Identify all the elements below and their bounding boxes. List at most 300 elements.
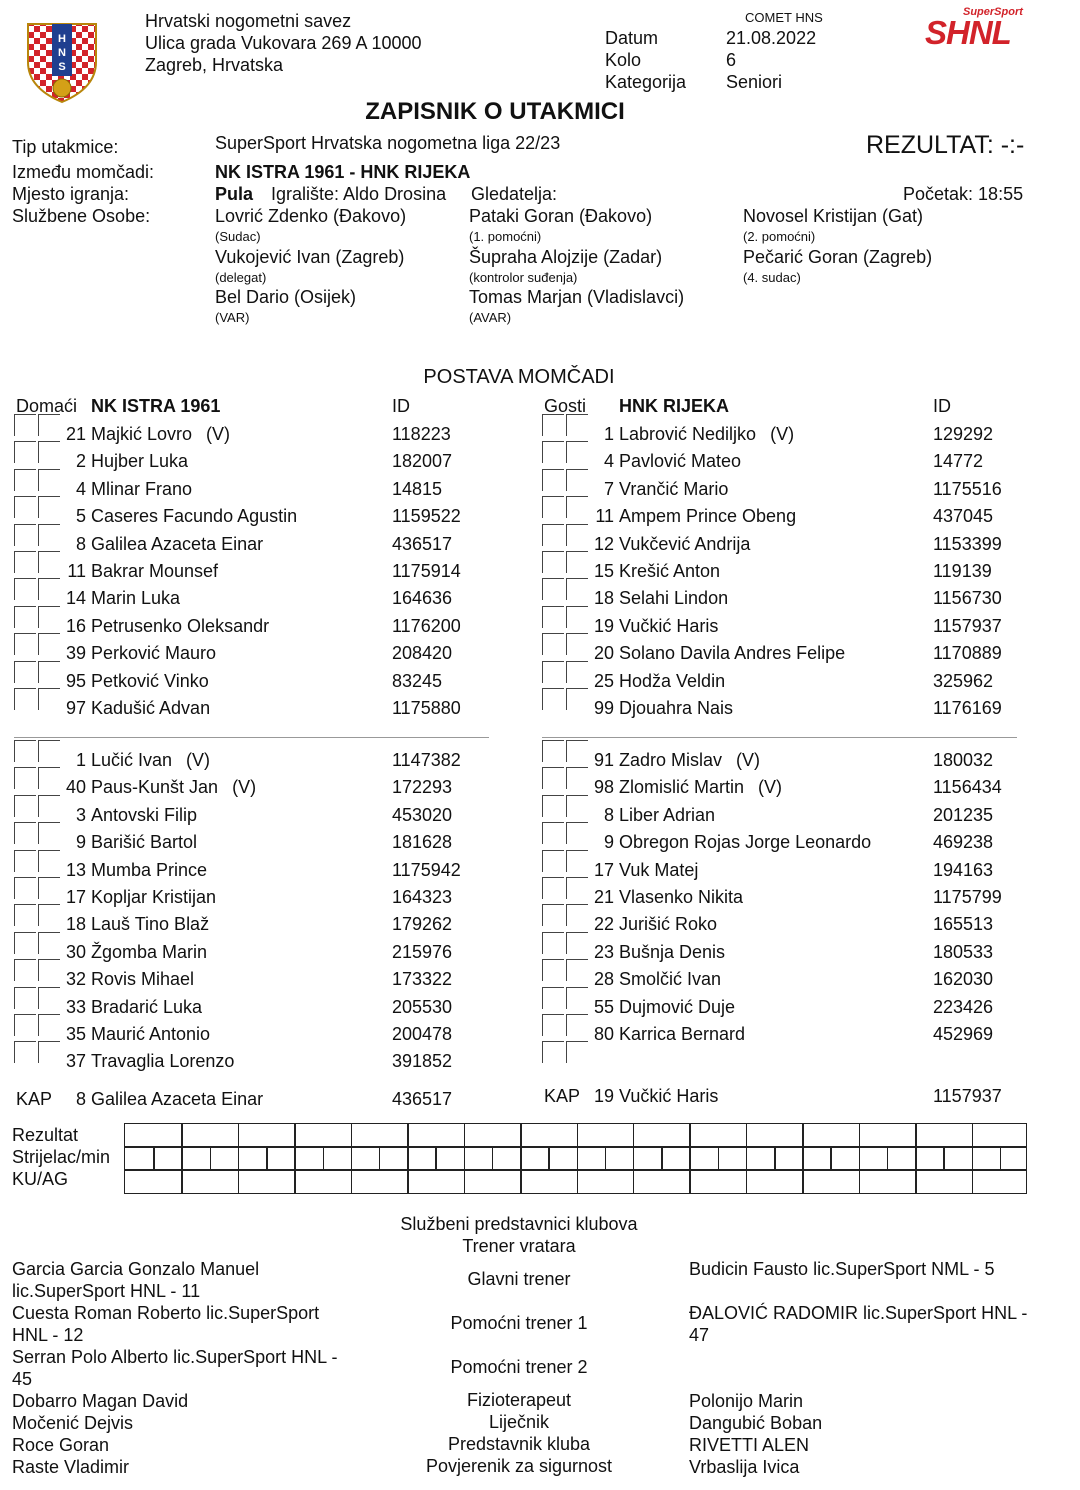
home-checkbox-a[interactable]: [14, 740, 36, 762]
player-name-text: Labrović Nediljko: [619, 424, 757, 444]
home-checkbox-a[interactable]: [14, 633, 36, 655]
official-name: Šupraha Alojzije (Zadar): [469, 247, 663, 267]
datum-label: Datum: [605, 28, 659, 48]
player-number: 98: [593, 777, 614, 798]
player-number: 39: [65, 643, 86, 664]
player-id: 469238: [933, 832, 994, 853]
player-name: [91, 588, 194, 609]
rep-right: Polonijo Marin: [689, 1391, 804, 1411]
player-name-text: Mlinar Frano: [91, 478, 193, 499]
svg-text:S: S: [58, 61, 66, 73]
rep-right: RIVETTI ALEN: [689, 1435, 810, 1455]
player-name: [91, 887, 230, 908]
player-name-text: Vuk Matej: [619, 859, 699, 880]
rep-left: Garcia Garcia Gonzalo Manuel lic.SuperSport HNL - 11: [12, 1259, 260, 1301]
player-name: [619, 643, 859, 664]
player-name-text: Solano Davila Andres Felipe: [619, 643, 846, 664]
home-checkbox-a[interactable]: [14, 661, 36, 683]
player-tag: (V): [770, 424, 795, 444]
player-number: 99: [593, 698, 614, 718]
player-number: 2: [75, 451, 86, 472]
home-checkbox-a[interactable]: [14, 932, 36, 954]
home-checkbox-a[interactable]: [14, 1041, 36, 1063]
grid-sub-line: [943, 1146, 945, 1169]
player-name-text: Petrusenko Oleksandr: [91, 615, 270, 636]
away-kap-number: 19: [593, 1086, 614, 1106]
player-id: 162030: [933, 969, 994, 990]
svg-text:N: N: [58, 47, 66, 59]
grid-sub-line: [435, 1146, 437, 1169]
rep-left: Močenić Dejvis: [12, 1413, 134, 1433]
away-checkbox-a[interactable]: [542, 1014, 564, 1036]
player-name: [91, 616, 283, 637]
player-number: 20: [593, 643, 614, 664]
page-title: ZAPISNIK O UTAKMICI: [365, 98, 625, 125]
grid-sub-line: [718, 1146, 720, 1169]
player-name-text: Bradarić Luka: [91, 996, 203, 1017]
home-id-label: ID: [392, 396, 410, 416]
grid-col-line: [294, 1124, 296, 1193]
player-number: 18: [65, 914, 86, 935]
player-id: 129292: [933, 424, 994, 444]
official-role: (4. sudac): [743, 270, 801, 285]
home-team-name: NK ISTRA 1961: [91, 396, 221, 416]
away-checkbox-a[interactable]: [542, 606, 564, 628]
player-name-text: Liber Adrian: [619, 804, 716, 825]
player-name-text: Vukčević Andrija: [619, 533, 751, 554]
official-name: Tomas Marjan (Vladislavci): [469, 287, 685, 307]
away-checkbox-a[interactable]: [542, 822, 564, 844]
grid-col-line: [520, 1124, 522, 1193]
player-id: 172293: [392, 777, 453, 798]
grid-col-line: [915, 1124, 917, 1193]
player-id: 1175516: [933, 478, 1002, 499]
player-number: 13: [65, 859, 86, 880]
player-name: [91, 969, 208, 990]
home-checkbox-a[interactable]: [14, 496, 36, 518]
player-name-text: Paus-Kunšt Jan: [91, 777, 219, 798]
pocetak-value: Početak: 18:55: [903, 184, 1024, 204]
player-number: 18: [593, 588, 614, 609]
rep-left: Roce Goran: [12, 1435, 110, 1455]
official-role: (kontrolor suđenja): [469, 270, 578, 285]
player-name: [619, 997, 749, 1018]
player-number: 37: [65, 1051, 86, 1072]
player-name: [619, 750, 760, 771]
igraliste-value: Igralište: Aldo Drosina: [271, 184, 447, 204]
grid-col-line: [746, 1124, 748, 1193]
away-side-label: Gosti: [544, 396, 587, 416]
home-kap-id: 436517: [392, 1089, 453, 1109]
away-team-name: HNK RIJEKA: [619, 396, 730, 416]
player-number: 21: [65, 424, 86, 444]
player-name-text: Djouahra Nais: [619, 698, 734, 718]
player-name-text: Selahi Lindon: [619, 588, 729, 609]
player-id: 208420: [392, 643, 453, 664]
player-number: 8: [603, 804, 614, 825]
away-checkbox-a[interactable]: [542, 578, 564, 600]
player-name-text: Majkić Lovro: [91, 424, 193, 444]
rep-role: Pomoćni trener 2: [450, 1357, 588, 1377]
player-name-text: Kadušić Advan: [91, 698, 211, 718]
away-checkbox-a[interactable]: [542, 551, 564, 573]
player-name-text: Vlasenko Nikita: [619, 887, 744, 907]
player-number: 55: [593, 996, 614, 1017]
player-id: 453020: [392, 804, 453, 825]
org-address: [145, 10, 422, 76]
player-id: 164323: [392, 887, 453, 907]
player-number: 22: [593, 914, 614, 935]
player-number: 32: [65, 969, 86, 990]
player-id: 1175880: [392, 698, 461, 718]
player-number: 5: [75, 506, 86, 527]
player-number: 11: [67, 561, 86, 581]
player-name-text: Karrica Bernard: [619, 1024, 746, 1044]
home-checkbox-a[interactable]: [14, 414, 36, 436]
grid-sub-line: [379, 1146, 381, 1169]
official-role: (VAR): [215, 310, 250, 325]
home-checkbox-a[interactable]: [14, 959, 36, 981]
grid-col-line: [859, 1124, 861, 1193]
player-name: [619, 860, 712, 881]
player-name: [91, 506, 311, 527]
home-checkbox-a[interactable]: [14, 850, 36, 872]
player-id: 200478: [392, 1024, 453, 1044]
official-name: Pataki Goran (Đakovo): [469, 206, 653, 226]
home-checkbox-a[interactable]: [14, 441, 36, 463]
player-number: 25: [593, 670, 614, 691]
org-line: Ulica grada Vukovara 269 A 10000: [145, 33, 422, 53]
home-checkbox-a[interactable]: [14, 688, 36, 710]
away-divider: [542, 737, 1017, 738]
official-name: Lovrić Zdenko (Đakovo): [215, 206, 407, 226]
gledatelja-label: Gledatelja:: [471, 184, 558, 204]
away-checkbox-a[interactable]: [542, 661, 564, 683]
player-name: [619, 561, 734, 582]
player-name-text: Zadro Mislav: [619, 750, 723, 770]
away-checkbox-a[interactable]: [542, 496, 564, 518]
player-name: [91, 832, 211, 853]
player-number: 95: [65, 670, 86, 691]
player-id: 1157937: [933, 615, 1002, 636]
player-name-text: Barišić Bartol: [91, 832, 198, 853]
player-number: 1: [603, 424, 614, 444]
player-number: 21: [593, 887, 614, 907]
home-checkbox-a[interactable]: [14, 904, 36, 926]
player-id: 165513: [933, 914, 994, 935]
player-id: 1176200: [392, 615, 461, 636]
player-name: [619, 534, 764, 555]
away-kap-id: 1157937: [933, 1086, 1002, 1106]
player-name: [619, 969, 735, 990]
player-id: 436517: [392, 533, 453, 554]
player-name-text: Pavlović Mateo: [619, 451, 742, 472]
player-number: 14: [65, 588, 86, 609]
player-name-text: Bakrar Mounsef: [91, 561, 219, 581]
player-name: [619, 671, 739, 692]
hns-crest-logo: [22, 14, 102, 104]
away-checkbox-a[interactable]: [542, 850, 564, 872]
rep-left: Dobarro Magan David: [12, 1391, 189, 1411]
player-tag: (V): [232, 777, 257, 798]
player-name-text: Žgomba Marin: [91, 941, 208, 962]
away-checkbox-a[interactable]: [542, 932, 564, 954]
home-checkbox-a[interactable]: [14, 987, 36, 1009]
grid-sub-line: [887, 1146, 889, 1169]
player-name: [91, 942, 221, 963]
home-kap-name: Galilea Azaceta Einar: [91, 1089, 264, 1109]
player-number: 35: [65, 1024, 86, 1044]
player-name: [619, 479, 742, 500]
rep-role: Fizioterapeut: [466, 1390, 572, 1410]
player-number: 12: [593, 533, 614, 554]
player-name: [619, 942, 739, 963]
player-name-text: Travaglia Lorenzo: [91, 1051, 235, 1072]
player-name: [91, 805, 211, 826]
player-id: 205530: [392, 996, 453, 1017]
player-id: 1175914: [392, 561, 461, 581]
player-id: 1156434: [933, 777, 1002, 798]
player-id: 215976: [392, 941, 453, 962]
away-checkbox-a[interactable]: [542, 414, 564, 436]
player-name: [91, 479, 206, 500]
reps-title: Službeni predstavnici klubova: [400, 1214, 638, 1234]
home-checkbox-a[interactable]: [14, 1014, 36, 1036]
rep-right: Vrbaslija Ivica: [689, 1457, 800, 1477]
player-id: 182007: [392, 451, 453, 472]
comet-label: COMET HNS: [745, 10, 823, 25]
player-name-text: Vučkić Haris: [619, 615, 719, 636]
official-role: (AVAR): [469, 310, 512, 325]
player-id: 1153399: [933, 533, 1002, 554]
grid-sub-line: [492, 1146, 494, 1169]
mjesto-value: Pula: [215, 184, 254, 204]
player-tag: (V): [206, 424, 231, 444]
home-checkbox-a[interactable]: [14, 469, 36, 491]
player-number: 30: [65, 941, 86, 962]
player-id: 14815: [392, 478, 443, 499]
player-number: 17: [65, 887, 86, 907]
player-id: 223426: [933, 996, 994, 1017]
player-name-text: Perković Mauro: [91, 643, 217, 664]
player-name: [91, 561, 232, 582]
away-kap-label: KAP: [544, 1086, 581, 1106]
grid-sub-line: [153, 1146, 155, 1169]
player-name: [91, 1051, 248, 1072]
player-number: 7: [603, 478, 614, 499]
grid-sub-line: [548, 1146, 550, 1169]
official-role: (Sudac): [215, 229, 261, 244]
player-name-text: Smolčić Ivan: [619, 969, 722, 990]
official-name: Vukojević Ivan (Zagreb): [215, 247, 405, 267]
grid-col-line: [407, 1124, 409, 1193]
player-id: 180032: [933, 750, 994, 770]
player-tag: (V): [736, 750, 761, 770]
player-name-text: Hodža Veldin: [619, 670, 726, 691]
shnl-logo-top: SuperSport: [963, 6, 1023, 18]
grid-sub-line: [323, 1146, 325, 1169]
player-number: 4: [75, 478, 86, 499]
home-checkbox-a[interactable]: [14, 578, 36, 600]
away-checkbox-a[interactable]: [542, 795, 564, 817]
home-checkbox-a[interactable]: [14, 524, 36, 546]
rep-left: Serran Polo Alberto lic.SuperSport HNL - 45: [12, 1347, 338, 1389]
svg-text:H: H: [58, 33, 66, 45]
kolo-value: 6: [726, 50, 737, 70]
player-name-text: Antovski Filip: [91, 804, 198, 825]
grid-col-line: [464, 1124, 466, 1193]
player-name: [619, 777, 782, 798]
home-kap-number: 8: [75, 1089, 86, 1109]
away-checkbox-a[interactable]: [542, 959, 564, 981]
player-number: 1: [75, 750, 86, 770]
away-checkbox-a[interactable]: [542, 987, 564, 1009]
player-number: 9: [75, 832, 86, 853]
player-name: [91, 997, 216, 1018]
tip-value: SuperSport Hrvatska nogometna liga 22/23: [215, 133, 561, 153]
player-id: 1170889: [933, 643, 1002, 664]
player-name: [91, 1024, 224, 1045]
player-name-text: Bušnja Denis: [619, 941, 726, 962]
org-line: Hrvatski nogometni savez: [145, 11, 352, 31]
player-id: 452969: [933, 1024, 994, 1044]
rep-role: Glavni trener: [467, 1269, 571, 1289]
kuag-row-label: KU/AG: [12, 1169, 69, 1189]
player-number: 9: [603, 832, 614, 853]
away-checkbox-a[interactable]: [542, 740, 564, 762]
player-name: [619, 424, 794, 445]
away-checkbox-a[interactable]: [542, 524, 564, 546]
home-divider: [14, 737, 489, 738]
grid-col-line: [972, 1124, 974, 1193]
grid-sub-line: [830, 1146, 832, 1169]
grid-sub-line: [1000, 1146, 1002, 1169]
grid-col-line: [351, 1124, 353, 1193]
player-name: [619, 506, 810, 527]
home-checkbox-a[interactable]: [14, 822, 36, 844]
rep-role: Predstavnik kluba: [447, 1434, 591, 1454]
away-checkbox-a[interactable]: [542, 441, 564, 463]
shnl-logo: [925, 6, 1035, 54]
rep-role: Pomoćni trener 1: [450, 1313, 588, 1333]
player-tag: (V): [758, 777, 783, 798]
player-id: 180533: [933, 941, 994, 962]
player-name-text: Lauš Tino Blaž: [91, 914, 210, 935]
home-checkbox-a[interactable]: [14, 551, 36, 573]
player-name-text: Maurić Antonio: [91, 1024, 211, 1044]
home-checkbox-a[interactable]: [14, 795, 36, 817]
player-name-text: Dujmović Duje: [619, 996, 736, 1017]
player-name-text: Krešić Anton: [619, 561, 721, 581]
away-checkbox-a[interactable]: [542, 767, 564, 789]
player-name: [619, 451, 755, 472]
player-number: 19: [593, 615, 614, 636]
player-name: [91, 777, 256, 798]
away-checkbox-a[interactable]: [542, 1041, 564, 1063]
player-name: [619, 698, 747, 719]
player-id: 1159522: [392, 506, 461, 527]
mjesto-label: Mjesto igranja:: [12, 184, 130, 204]
player-id: 1176169: [933, 698, 1002, 718]
grid-sub-line: [661, 1146, 663, 1169]
player-name: [619, 805, 729, 826]
grid-col-line: [802, 1124, 804, 1193]
player-name: [619, 588, 742, 609]
player-id: 201235: [933, 804, 994, 825]
rep-right: ĐALOVIĆ RADOMIR lic.SuperSport HNL - 47: [689, 1303, 1028, 1345]
player-id: 1175799: [933, 887, 1002, 907]
player-name-text: Ampem Prince Obeng: [619, 506, 797, 527]
home-checkbox-a[interactable]: [14, 606, 36, 628]
player-name-text: Obregon Rojas Jorge Leonardo: [619, 832, 872, 853]
sluzbene-label: Službene Osobe:: [12, 206, 151, 226]
grid-row-line: [125, 1146, 1026, 1148]
grid-sub-line: [774, 1146, 776, 1169]
home-checkbox-a[interactable]: [14, 877, 36, 899]
player-name: [91, 671, 223, 692]
player-tag: (V): [186, 750, 211, 770]
player-name-text: Zlomislić Martin: [619, 777, 745, 798]
player-id: 325962: [933, 670, 994, 691]
player-name-text: Vrančić Mario: [619, 478, 729, 499]
home-checkbox-a[interactable]: [14, 767, 36, 789]
official-role: (2. pomoćni): [743, 229, 816, 244]
player-id: 164636: [392, 588, 453, 609]
player-number: 97: [65, 698, 86, 718]
player-number: 8: [75, 533, 86, 554]
home-kap-label: KAP: [16, 1089, 53, 1109]
player-name-text: Marin Luka: [91, 588, 181, 609]
grid-col-line: [577, 1124, 579, 1193]
kolo-label: Kolo: [605, 50, 642, 70]
grid-sub-line: [210, 1146, 212, 1169]
player-name-text: Petković Vinko: [91, 670, 209, 691]
away-checkbox-a[interactable]: [542, 904, 564, 926]
official-name: Novosel Kristijan (Gat): [743, 206, 924, 226]
player-name-text: Lučić Ivan: [91, 750, 173, 770]
away-checkbox-a[interactable]: [542, 633, 564, 655]
org-line: Zagreb, Hrvatska: [145, 55, 284, 75]
player-name: [91, 860, 221, 881]
datum-value: 21.08.2022: [726, 28, 817, 48]
player-name: [619, 1024, 759, 1045]
player-number: 11: [595, 506, 614, 527]
away-checkbox-b[interactable]: [566, 1041, 588, 1063]
lineup-title: POSTAVA MOMČADI: [423, 366, 615, 388]
player-number: 28: [593, 969, 614, 990]
player-id: 14772: [933, 451, 984, 472]
player-name: [91, 534, 277, 555]
home-side-label: Domaći: [16, 396, 78, 416]
player-id: 1147382: [392, 750, 461, 770]
away-checkbox-a[interactable]: [542, 688, 564, 710]
tip-label: Tip utakmice:: [12, 137, 119, 157]
player-name-text: Caseres Facundo Agustin: [91, 506, 298, 527]
player-name: [91, 424, 230, 445]
player-id: 181628: [392, 832, 453, 853]
grid-col-line: [181, 1124, 183, 1193]
player-name: [619, 1051, 633, 1072]
player-id: 173322: [392, 969, 453, 990]
player-name: [91, 914, 223, 935]
player-name: [91, 698, 224, 719]
player-number: 80: [593, 1024, 614, 1044]
away-checkbox-a[interactable]: [542, 877, 564, 899]
player-id: 437045: [933, 506, 994, 527]
away-checkbox-a[interactable]: [542, 469, 564, 491]
teams-value: NK ISTRA 1961 - HNK RIJEKA: [215, 162, 471, 182]
score-grid[interactable]: [124, 1123, 1027, 1194]
